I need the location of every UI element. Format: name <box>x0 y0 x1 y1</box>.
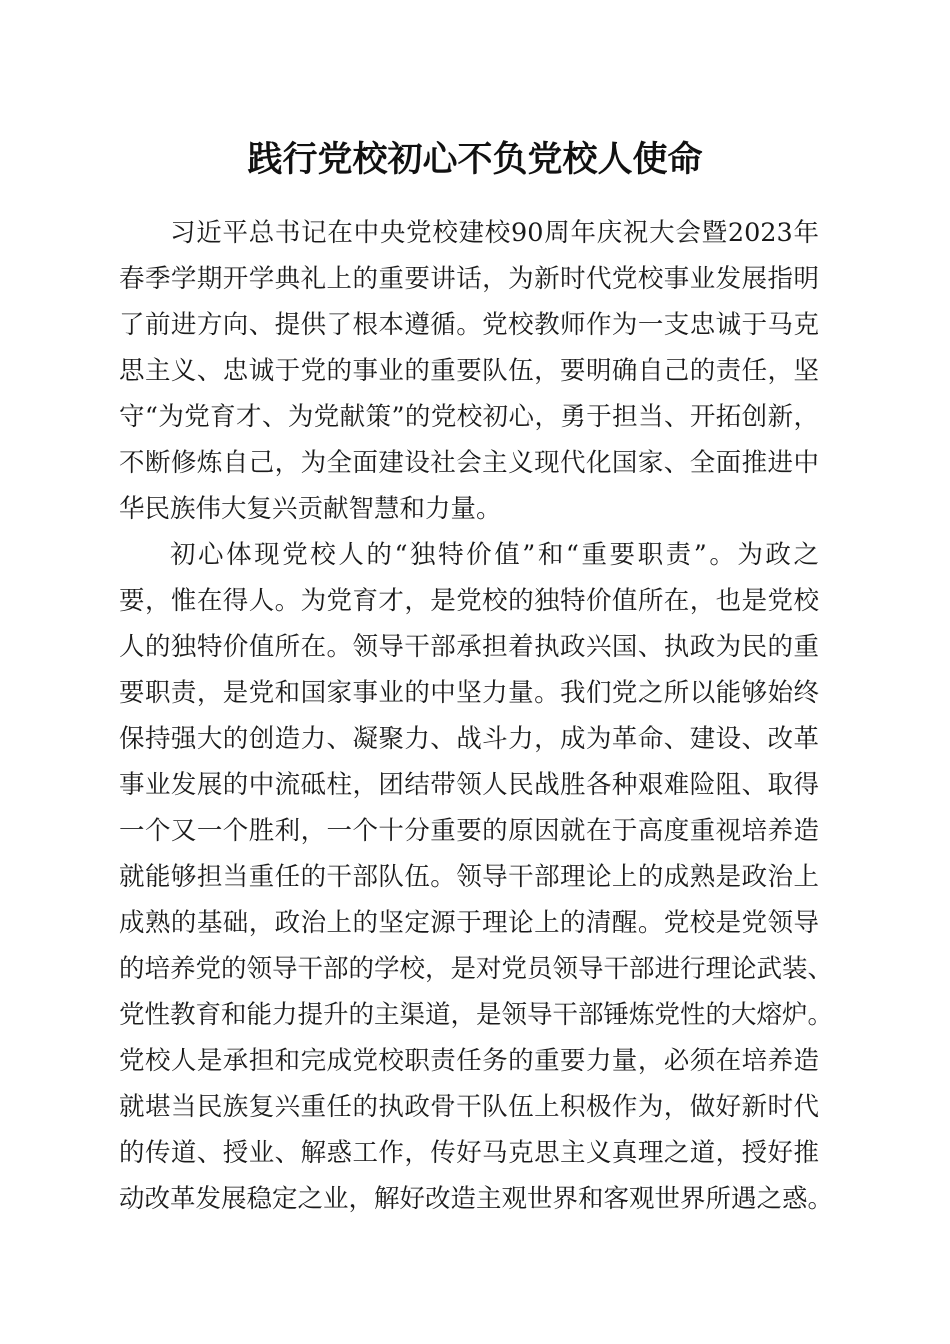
paragraph-2-line-14: 的传道、授业、解惑工作，传好马克思主义真理之道，授好推 <box>119 1138 819 1168</box>
paragraph-1-line-4: 思主义、忠诚于党的事业的重要队伍，要明确自己的责任，坚 <box>119 356 819 386</box>
paragraph-1-line-1: 习近平总书记在中央党校建校90周年庆祝大会暨2023年 <box>170 218 819 248</box>
paragraph-2-line-9: 成熟的基础，政治上的坚定源于理论上的清醒。党校是党领导 <box>119 908 819 938</box>
document-title: 践行党校初心不负党校人使命 <box>247 139 703 180</box>
paragraph-1-line-3: 了前进方向、提供了根本遵循。党校教师作为一支忠诚于马克 <box>119 310 819 340</box>
paragraph-2-line-5: 保持强大的创造力、凝聚力、战斗力，成为革命、建设、改革 <box>119 724 819 754</box>
paragraph-1-line-2: 春季学期开学典礼上的重要讲话，为新时代党校事业发展指明 <box>119 264 819 294</box>
paragraph-2-line-1: 初心体现党校人的“独特价值”和“重要职责”。为政之 <box>170 540 819 570</box>
paragraph-2-line-12: 党校人是承担和完成党校职责任务的重要力量，必须在培养造 <box>119 1046 819 1076</box>
paragraph-2-line-15: 动改革发展稳定之业，解好改造主观世界和客观世界所遇之惑。 <box>119 1184 834 1214</box>
paragraph-2-line-11: 党性教育和能力提升的主渠道，是领导干部锤炼党性的大熔炉。 <box>119 1000 834 1030</box>
paragraph-1-line-6: 不断修炼自己，为全面建设社会主义现代化国家、全面推进中 <box>119 448 819 478</box>
paragraph-2-line-3: 人的独特价值所在。领导干部承担着执政兴国、执政为民的重 <box>119 632 819 662</box>
paragraph-2-line-2: 要，惟在得人。为党育才，是党校的独特价值所在，也是党校 <box>119 586 819 616</box>
paragraph-1-line-5: 守“为党育才、为党献策”的党校初心，勇于担当、开拓创新， <box>119 402 819 432</box>
paragraph-2-line-7: 一个又一个胜利，一个十分重要的原因就在于高度重视培养造 <box>119 816 819 846</box>
paragraph-2-line-13: 就堪当民族复兴重任的执政骨干队伍上积极作为，做好新时代 <box>119 1092 819 1122</box>
paragraph-2-line-10: 的培养党的领导干部的学校，是对党员领导干部进行理论武装、 <box>119 954 834 984</box>
paragraph-2-line-4: 要职责，是党和国家事业的中坚力量。我们党之所以能够始终 <box>119 678 819 708</box>
paragraph-2-line-8: 就能够担当重任的干部队伍。领导干部理论上的成熟是政治上 <box>119 862 819 892</box>
paragraph-2-line-6: 事业发展的中流砥柱，团结带领人民战胜各种艰难险阻、取得 <box>119 770 819 800</box>
paragraph-1-line-7: 华民族伟大复兴贡献智慧和力量。 <box>119 494 502 524</box>
